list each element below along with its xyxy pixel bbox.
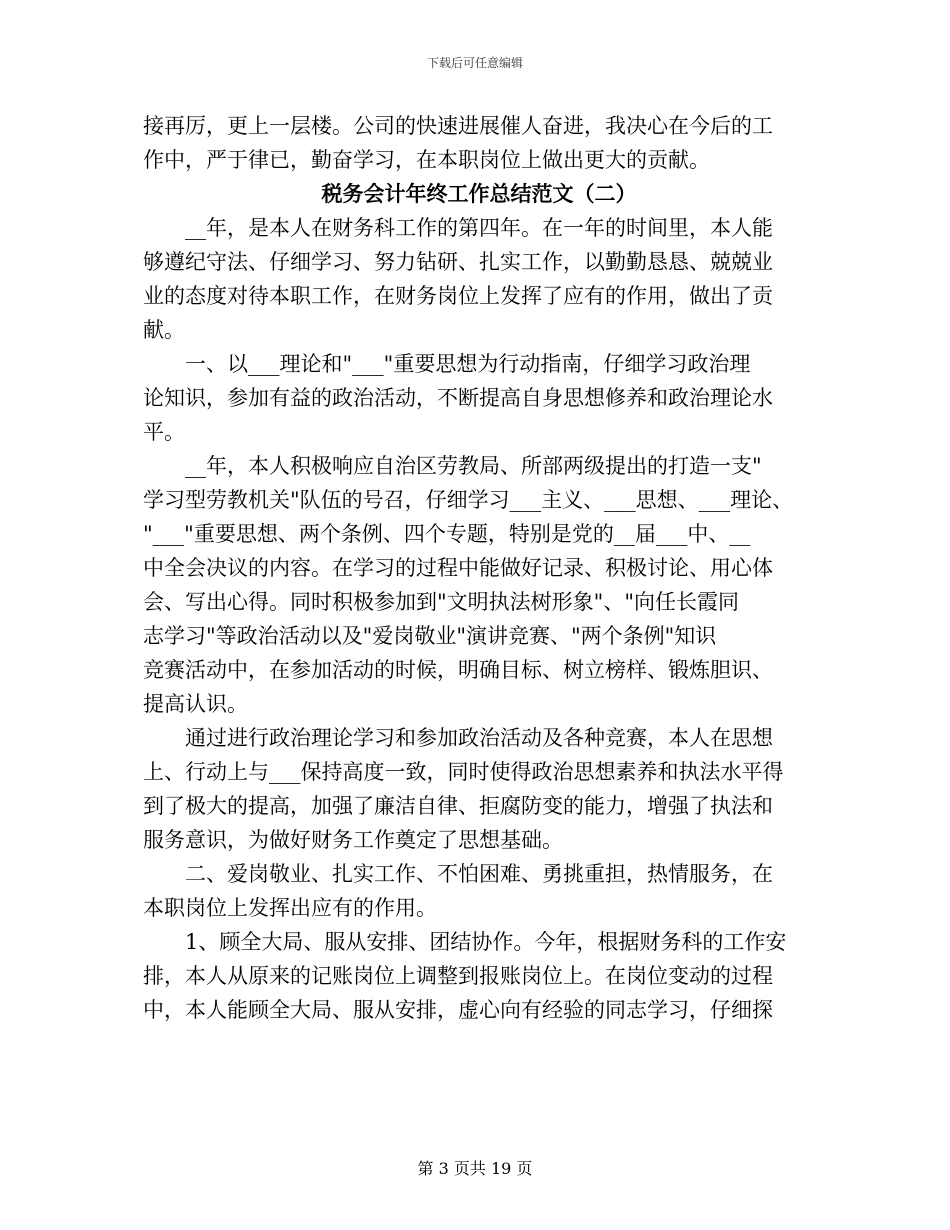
text-line: 竞赛活动中，在参加活动的时候，明确目标、树立榜样、锻炼胆识、	[143, 658, 773, 682]
text-line: 志学习"等政治活动以及"爱岗敬业"演讲竞赛、"两个条例"知识	[143, 624, 717, 648]
section-title: 税务会计年终工作总结范文（二）	[321, 182, 637, 206]
text-line: 献。	[143, 318, 185, 342]
paragraph-first-line: 1、顾全大局、服从安排、团结协作。今年，根据财务科的工作安	[185, 930, 787, 954]
text-line: 业的态度对待本职工作，在财务岗位上发挥了应有的作用，做出了贡	[143, 284, 773, 308]
page-footer: 第 3 页共 19 页	[417, 1159, 533, 1178]
text-line: "___"重要思想、两个条例、四个专题，特别是党的__届___中、__	[143, 522, 751, 546]
text-line: 提高认识。	[143, 692, 248, 716]
document-body	[143, 109, 815, 1027]
text-line: 够遵纪守法、仔细学习、努力钻研、扎实工作，以勤勤恳恳、兢兢业	[143, 250, 773, 274]
text-line: 排，本人从原来的记账岗位上调整到报账岗位上。在岗位变动的过程	[143, 964, 773, 988]
text-line: 上、行动上与___保持高度一致，同时使得政治思想素养和执法水平得	[143, 760, 784, 784]
text-line: 论知识，参加有益的政治活动，不断提高自身思想修养和政治理论水	[143, 386, 773, 410]
text-line: 作中，严于律已，勤奋学习，在本职岗位上做出更大的贡献。	[143, 148, 710, 172]
paragraph-first-line: __年，本人积极响应自治区劳教局、所部两级提出的打造一支"	[185, 454, 762, 478]
paragraph-first-line: 一、以___理论和"___"重要思想为行动指南，仔细学习政治理	[185, 352, 751, 376]
text-line: 中全会决议的内容。在学习的过程中能做好记录、积极讨论、用心体	[143, 556, 773, 580]
text-line: 中，本人能顾全大局、服从安排，虚心向有经验的同志学习，仔细探	[143, 998, 773, 1022]
text-line: 到了极大的提高，加强了廉洁自律、拒腐防变的能力，增强了执法和	[143, 794, 773, 818]
page-header: 下载后可任意编辑	[426, 56, 523, 70]
paragraph-first-line: 通过进行政治理论学习和参加政治活动及各种竞赛，本人在思想	[185, 726, 773, 750]
text-line: 接再厉，更上一层楼。公司的快速进展催人奋进，我决心在今后的工	[143, 114, 773, 138]
paragraph-first-line: 二、爱岗敬业、扎实工作、不怕困难、勇挑重担，热情服务，在	[185, 862, 773, 886]
text-line: 服务意识，为做好财务工作奠定了思想基础。	[143, 828, 563, 852]
text-line: 本职岗位上发挥出应有的作用。	[143, 896, 437, 920]
text-line: 平。	[143, 420, 185, 444]
paragraph-first-line: __年，是本人在财务科工作的第四年。在一年的时间里，本人能	[185, 216, 773, 240]
text-line: 学习型劳教机关"队伍的号召，仔细学习___主义、___思想、___理论、	[143, 488, 794, 512]
text-line: 会、写出心得。同时积极参加到"文明执法树形象"、"向任长霞同	[143, 590, 739, 614]
